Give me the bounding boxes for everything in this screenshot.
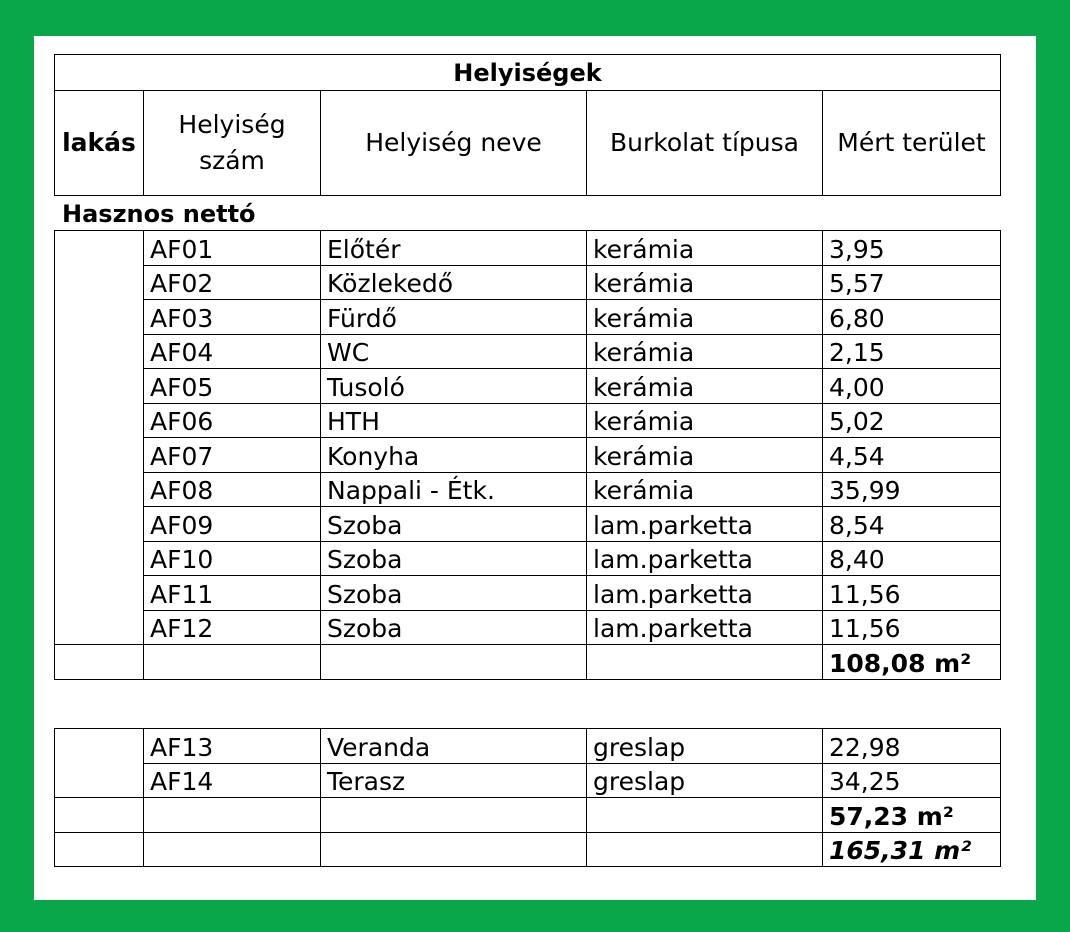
cell-szam: AF06 — [144, 403, 321, 438]
cell-nev: Fürdő — [321, 300, 587, 335]
empty-cell — [144, 645, 321, 680]
cell-szam: AF11 — [144, 576, 321, 611]
total-row — [55, 798, 1001, 833]
cell-nev: Szoba — [321, 576, 587, 611]
cell-terulet: 4,00 — [823, 369, 1001, 404]
section-label: Hasznos nettó — [62, 200, 256, 228]
cell-nev: Nappali - Étk. — [321, 472, 587, 507]
cell-terulet: 6,80 — [823, 300, 1001, 335]
cell-szam: AF08 — [144, 472, 321, 507]
cell-burkolat: kerámia — [587, 438, 823, 473]
table-row — [55, 300, 1001, 335]
grand-total-value: 165,31 m² — [823, 832, 1001, 867]
empty-cell — [321, 798, 587, 833]
header-helyiseg-szam — [144, 91, 321, 196]
total-row — [55, 645, 1001, 680]
cell-burkolat: greslap — [587, 763, 823, 798]
cell-burkolat: lam.parketta — [587, 507, 823, 542]
cell-terulet: 34,25 — [823, 763, 1001, 798]
table-row — [55, 369, 1001, 404]
cell-terulet: 8,54 — [823, 507, 1001, 542]
table-row — [55, 334, 1001, 369]
cell-szam: AF05 — [144, 369, 321, 404]
cell-nev: Konyha — [321, 438, 587, 473]
cell-burkolat: kerámia — [587, 472, 823, 507]
table-row — [55, 265, 1001, 300]
cell-nev: Terasz — [321, 763, 587, 798]
cell-szam: AF02 — [144, 265, 321, 300]
table-row — [55, 576, 1001, 611]
cell-nev: Szoba — [321, 507, 587, 542]
cell-szam: AF09 — [144, 507, 321, 542]
header-mert-terulet: Mért terület — [823, 91, 1001, 196]
header-szam-line2: szám — [199, 146, 265, 175]
document-sheet — [34, 36, 1036, 900]
cell-szam: AF04 — [144, 334, 321, 369]
empty-cell — [321, 832, 587, 867]
lakas-cell — [55, 729, 144, 798]
cell-szam: AF07 — [144, 438, 321, 473]
empty-cell — [587, 832, 823, 867]
cell-nev: Tusoló — [321, 369, 587, 404]
header-helyiseg-neve: Helyiség neve — [321, 91, 587, 196]
total-row — [55, 832, 1001, 867]
empty-cell — [587, 798, 823, 833]
cell-szam: AF10 — [144, 541, 321, 576]
cell-burkolat: kerámia — [587, 265, 823, 300]
cell-szam: AF14 — [144, 763, 321, 798]
cell-szam: AF12 — [144, 610, 321, 645]
table-row — [55, 763, 1001, 798]
empty-cell — [55, 645, 144, 680]
cell-terulet: 35,99 — [823, 472, 1001, 507]
cell-burkolat: lam.parketta — [587, 541, 823, 576]
cell-burkolat: lam.parketta — [587, 610, 823, 645]
cell-terulet: 3,95 — [823, 231, 1001, 266]
subtotal-value: 57,23 m² — [823, 798, 1001, 833]
cell-nev: Előtér — [321, 231, 587, 266]
lakas-cell — [55, 231, 144, 645]
cell-burkolat: kerámia — [587, 334, 823, 369]
subtotal-value: 108,08 m² — [823, 645, 1001, 680]
table-row — [55, 507, 1001, 542]
header-table — [54, 54, 1001, 196]
empty-cell — [55, 798, 144, 833]
table-row — [55, 610, 1001, 645]
cell-burkolat: greslap — [587, 729, 823, 764]
header-szam-line1: Helyiség — [178, 109, 286, 139]
table-row — [55, 541, 1001, 576]
cell-terulet: 11,56 — [823, 610, 1001, 645]
cell-nev: Veranda — [321, 729, 587, 764]
cell-nev: Szoba — [321, 541, 587, 576]
cell-szam: AF13 — [144, 729, 321, 764]
table-title: Helyiségek — [55, 55, 1001, 91]
cell-burkolat: kerámia — [587, 403, 823, 438]
cell-nev: HTH — [321, 403, 587, 438]
empty-cell — [321, 645, 587, 680]
cell-terulet: 5,02 — [823, 403, 1001, 438]
cell-terulet: 2,15 — [823, 334, 1001, 369]
cell-burkolat: lam.parketta — [587, 576, 823, 611]
table-row — [55, 438, 1001, 473]
table-row — [55, 472, 1001, 507]
cell-burkolat: kerámia — [587, 231, 823, 266]
header-lakas: lakás — [55, 91, 144, 196]
table-row — [55, 729, 1001, 764]
empty-cell — [144, 798, 321, 833]
empty-cell — [55, 832, 144, 867]
empty-cell — [144, 832, 321, 867]
cell-burkolat: kerámia — [587, 300, 823, 335]
cell-szam: AF01 — [144, 231, 321, 266]
table-row — [55, 231, 1001, 266]
cell-terulet: 4,54 — [823, 438, 1001, 473]
cell-burkolat: kerámia — [587, 369, 823, 404]
empty-cell — [587, 645, 823, 680]
cell-nev: Közlekedő — [321, 265, 587, 300]
header-burkolat-tipusa: Burkolat típusa — [587, 91, 823, 196]
rooms-table-1 — [54, 230, 1001, 680]
cell-terulet: 22,98 — [823, 729, 1001, 764]
cell-szam: AF03 — [144, 300, 321, 335]
cell-terulet: 11,56 — [823, 576, 1001, 611]
cell-terulet: 5,57 — [823, 265, 1001, 300]
cell-nev: Szoba — [321, 610, 587, 645]
table-row — [55, 403, 1001, 438]
rooms-table-2 — [54, 728, 1001, 867]
cell-nev: WC — [321, 334, 587, 369]
cell-terulet: 8,40 — [823, 541, 1001, 576]
